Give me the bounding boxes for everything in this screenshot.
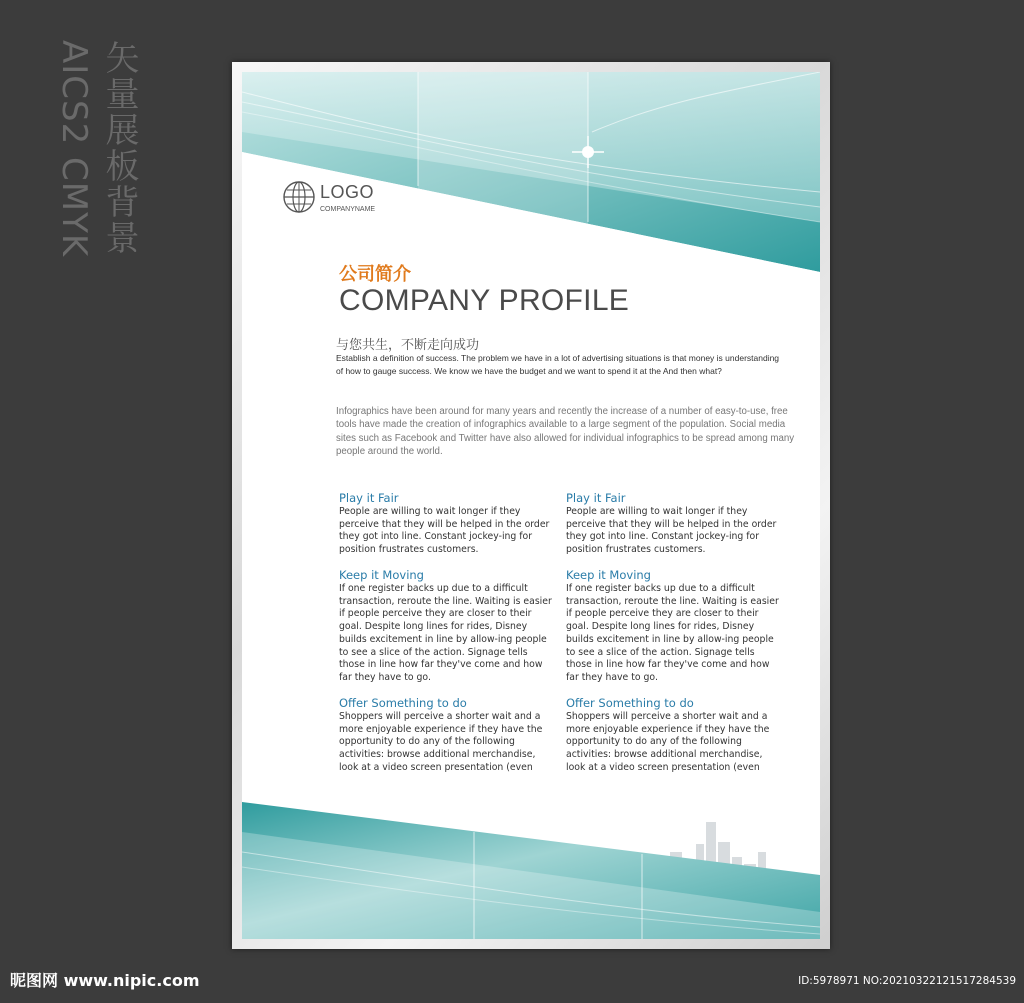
slogan: 与您共生，不断走向成功 [336,338,480,353]
section-heading: Keep it Moving [339,568,424,582]
section-offer-something [339,696,554,775]
company-logo [282,180,422,220]
logo-text: LOGO [320,182,375,202]
bottom-teal-decoration [242,802,820,939]
poster [242,72,820,939]
site-watermark: 昵图网 www.nipic.com [10,971,200,990]
watermark-latin: AICS2 CMYK [54,40,94,258]
section-body: If one register backs up due to a difficult transaction, reroute the line. Waiting is easier if people perceive they are closer to their goal. Despite long lines for rides, Disney builds excitement in line by allow-ing people to see a slice of the action. Signage tells those in line how far they've come and how far they have to go. [566,583,779,683]
section-heading: Play it Fair [339,491,399,505]
image-id: ID:5978971 NO:20210322121517284539 [798,975,1016,987]
section-body: People are willing to wait longer if they perceive that they will be helped in the order they got into line. Constant jockey-ing for position frustrates customers. [339,506,550,556]
section-body: If one register backs up due to a difficult transaction, reroute the line. Waiting is easier if people perceive they are closer to their goal. Despite long lines for rides, Disney builds excitement in line by allow-ing people to see a slice of the action. Signage tells those in line how far they've come and how far they have to go. [339,583,552,683]
poster-frame [232,62,830,949]
section-heading: Play it Fair [566,491,626,505]
section-offer-something [566,696,781,775]
section-body: Shoppers will perceive a shorter wait and a more enjoyable experience if they have the opportunity to do any of the following activities: browse additional merchandise, look at a video screen presentation (even [566,711,770,773]
intro-text: Establish a definition of success. The problem we have in a lot of advertising situations is that money is understanding of how to gauge success. We know we have the budget and we want to spend it at the And then what? [336,353,780,376]
watermark-chinese: 矢量展板背景 [99,40,139,256]
section-play-it-fair [566,491,781,557]
section-heading: Keep it Moving [566,568,651,582]
section-keep-it-moving [339,568,554,685]
description-paragraph: Infographics have been around for many years and recently the increase of a number of easy-to-use, free tools have made the creation of infographics available to a large segment of the population. Social media sites such as Facebook and Twitter have also allowed for individual infographics to be spread among many people around the world. [336,406,795,457]
section-keep-it-moving [566,568,781,685]
title-chinese: 公司简介 [339,264,411,285]
section-heading: Offer Something to do [566,696,694,710]
section-play-it-fair [339,491,554,557]
page-title: COMPANY PROFILE [339,284,630,317]
section-heading: Offer Something to do [339,696,467,710]
globe-icon [282,180,316,214]
logo-company-name: COMPANYNAME [320,206,376,213]
watermark-vertical [50,40,140,280]
section-body: People are willing to wait longer if they perceive that they will be helped in the order they got into line. Constant jockey-ing for position frustrates customers. [566,506,777,556]
top-teal-decoration [242,72,820,272]
section-body: Shoppers will perceive a shorter wait and a more enjoyable experience if they have the opportunity to do any of the following activities: browse additional merchandise, look at a video screen presentation (even [339,711,543,773]
